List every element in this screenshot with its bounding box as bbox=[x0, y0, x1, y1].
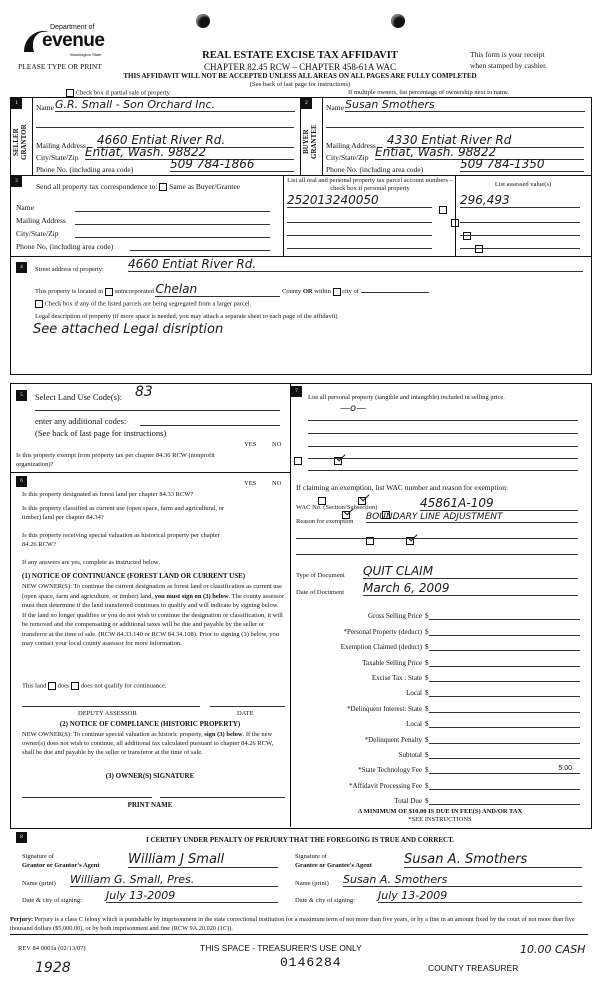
doc-type-label: Type of Document bbox=[296, 572, 345, 579]
buyer-mailing-field[interactable]: 4330 Entiat River Rd bbox=[387, 133, 584, 148]
s3-city-label: City/State/Zip bbox=[16, 229, 59, 238]
personal-property-field[interactable]: —o— bbox=[340, 403, 367, 414]
fee-label: Local bbox=[406, 689, 422, 698]
wac-field[interactable]: 45861A-109 bbox=[420, 496, 578, 511]
fee-value-field[interactable] bbox=[429, 611, 581, 620]
fee-row bbox=[296, 651, 580, 666]
s6-yes: YES bbox=[244, 480, 257, 487]
s3-city-field[interactable] bbox=[75, 237, 270, 238]
grantee-name-field[interactable]: Susan A. Smothers bbox=[343, 873, 582, 887]
fee-value-field[interactable] bbox=[429, 627, 581, 636]
notice-continuance-text bbox=[22, 582, 284, 649]
grantor-name-label: Name (print) bbox=[22, 880, 56, 887]
this-land-label: This land bbox=[22, 682, 47, 690]
grantee-signature[interactable]: Susan A. Smothers bbox=[404, 852, 582, 868]
seller-phone-field[interactable]: 509 784-1866 bbox=[170, 157, 294, 172]
seller-city-field[interactable]: Entiat, Wash. 98822 bbox=[85, 145, 294, 160]
fee-value-field[interactable] bbox=[429, 796, 581, 805]
fee-value-field[interactable] bbox=[429, 781, 581, 790]
partial-sale-checkbox[interactable] bbox=[66, 89, 74, 97]
fee-value-field[interactable] bbox=[429, 688, 581, 697]
unincorporated-label: unincorporated bbox=[114, 288, 154, 295]
buyer-name-line2 bbox=[326, 127, 584, 128]
warning: THIS AFFIDAVIT WILL NOT BE ACCEPTED UNLESS ALL AREAS ON ALL PAGES ARE FULLY COMPLETED bbox=[123, 72, 477, 80]
assessor-date-line[interactable] bbox=[210, 706, 285, 707]
fee-label: Gross Selling Price bbox=[367, 612, 422, 621]
notice2-text-b: . If the new owner(s) does not wish to continue, all additional tax calculated pursuant to chapter 84.26 RCW, shall be due and payable by the seller or transferor at the time of sale. bbox=[22, 731, 274, 756]
grantee-sig-of: Signature of bbox=[295, 853, 327, 860]
seller-name-field[interactable]: G.R. Small - Son Orchard Inc. bbox=[55, 98, 295, 112]
section-2-badge: 2 bbox=[301, 98, 312, 109]
form-revision: REV 84 0001a (02/13/07) bbox=[18, 945, 86, 952]
fee-row bbox=[296, 744, 580, 759]
seller-name-label: Name bbox=[36, 103, 54, 112]
notice2-bold: sign (3) below bbox=[204, 731, 243, 738]
fee-row bbox=[296, 620, 580, 635]
within-label: within bbox=[314, 288, 331, 295]
currency-symbol: $ bbox=[425, 720, 429, 729]
q3-historical: Is this property receiving special valuation as historical property per chapter 84.26 RCW? bbox=[22, 532, 220, 548]
divider bbox=[290, 383, 291, 827]
s5-no: NO bbox=[272, 441, 282, 448]
divider bbox=[32, 97, 33, 175]
grantor-date-field[interactable]: July 13-2009 bbox=[106, 889, 278, 903]
does-label: does bbox=[57, 682, 70, 690]
unincorporated-checkbox[interactable] bbox=[105, 288, 113, 296]
personal-property-line-5[interactable] bbox=[308, 470, 578, 471]
perjury-notice bbox=[10, 915, 588, 935]
qualify-label: qualify for continuance. bbox=[104, 682, 167, 690]
certify-statement: I CERTIFY UNDER PENALTY OF PERJURY THAT THE FOREGOING IS TRUE AND CORRECT. bbox=[145, 836, 454, 844]
does-not-label: does not bbox=[80, 682, 103, 690]
grantee-date-field[interactable]: July 13-2009 bbox=[378, 889, 582, 903]
section-1-badge: 1 bbox=[11, 98, 22, 109]
notice-compliance-title: (2) NOTICE OF COMPLIANCE (HISTORIC PROPERTY) bbox=[59, 720, 241, 728]
currency-symbol: $ bbox=[425, 689, 429, 698]
personal-property-label: List all personal property (tangible and intangible) included in selling price. bbox=[308, 394, 505, 401]
form-chapter: CHAPTER 82.45 RCW – CHAPTER 458-61A WAC bbox=[204, 62, 396, 72]
cash-stamp: 10.00 CASH bbox=[520, 943, 586, 956]
same-as-label: Same as Buyer/Grantee bbox=[169, 182, 240, 191]
fee-label: Subtotal bbox=[398, 750, 422, 759]
please-type: PLEASE TYPE OR PRINT bbox=[18, 62, 102, 71]
notice2-text-a: NEW OWNER(S): To continue special valuation as historic property, bbox=[22, 731, 203, 738]
fee-value-field[interactable] bbox=[429, 642, 581, 651]
punch-hole-right bbox=[391, 14, 405, 28]
s3-phone-field[interactable] bbox=[130, 250, 270, 251]
currency-symbol: $ bbox=[425, 766, 429, 775]
assessed-value-1[interactable]: 296,493 bbox=[460, 193, 580, 208]
currency-symbol: $ bbox=[425, 673, 429, 682]
treasurer-use-only: THIS SPACE - TREASURER'S USE ONLY bbox=[200, 943, 362, 953]
currency-symbol: $ bbox=[425, 797, 429, 806]
grantee-name-label: Name (print) bbox=[295, 880, 329, 887]
fee-row bbox=[296, 728, 580, 743]
fee-row bbox=[296, 713, 580, 728]
currency-symbol: $ bbox=[425, 750, 429, 759]
or-label: OR bbox=[302, 288, 313, 295]
buyer-phone-field[interactable]: 509 784-1350 bbox=[460, 157, 584, 172]
fee-row bbox=[296, 605, 580, 620]
exemption-label: If claiming an exemption, list WAC number and reason for exemption: bbox=[296, 483, 509, 492]
buyer-mailing-label: Mailing Address bbox=[326, 141, 376, 150]
wac-label: WAC No. (Section/Subsection) bbox=[296, 504, 378, 511]
seller-side-label: SELLER GRANTOR bbox=[12, 124, 28, 160]
personal-property-line-4[interactable] bbox=[308, 458, 578, 459]
additional-codes-field[interactable] bbox=[140, 425, 280, 426]
land-use-line bbox=[35, 410, 280, 411]
section-7-badge: 7 bbox=[291, 386, 302, 397]
legal-description-field[interactable]: See attached Legal disription bbox=[33, 322, 224, 337]
partial-sale[interactable] bbox=[66, 89, 170, 97]
punch-hole-left bbox=[196, 14, 210, 28]
parcel-number-2[interactable] bbox=[287, 222, 432, 223]
divider bbox=[322, 97, 323, 175]
buyer-phone-label: Phone No. (including area code) bbox=[326, 165, 424, 174]
send-correspondence bbox=[36, 182, 240, 191]
fee-label: Taxable Selling Price bbox=[362, 658, 422, 667]
currency-symbol: $ bbox=[425, 735, 429, 744]
notice1-bold: you must sign on (3) below bbox=[154, 592, 229, 600]
located-in-label: This property is located in bbox=[35, 288, 104, 295]
buyer-side-label: BUYER GRANTEE bbox=[302, 124, 318, 160]
print-name-label: PRINT NAME bbox=[127, 801, 173, 809]
city-checkbox[interactable] bbox=[333, 288, 341, 296]
personal-property-line-1[interactable] bbox=[308, 420, 578, 421]
section-3-badge: 3 bbox=[11, 176, 22, 187]
s6-no: NO bbox=[272, 480, 282, 487]
currency-symbol: $ bbox=[425, 612, 429, 621]
buyer-city-label: City/State/Zip bbox=[326, 153, 369, 162]
fee-row bbox=[296, 697, 580, 712]
section-5-badge: 5 bbox=[16, 390, 27, 401]
fee-row bbox=[296, 790, 580, 805]
s3-mailing-label: Mailing Address bbox=[16, 216, 66, 225]
fee-label: *State Technology Fee bbox=[358, 766, 422, 775]
currency-symbol: $ bbox=[425, 643, 429, 652]
deputy-assessor-label: DEPUTY ASSESSOR bbox=[78, 710, 137, 717]
q2-current-use: Is this property classified as current use (open space, farm and agricultural, or timber) land per chapter 84.34? bbox=[22, 505, 225, 521]
s3-mailing-field[interactable] bbox=[75, 224, 270, 225]
fee-label: *Delinquent Interest: State bbox=[346, 704, 422, 713]
fee-row bbox=[296, 667, 580, 682]
divider bbox=[455, 175, 456, 256]
reason-label: Reason for exemption bbox=[296, 518, 354, 525]
notice1-text-b: . The county assessor must then determine if the land transferred continues to qualify and will indicate by signing below. If the land no longer qualifies or you do not wish to continue the designation or classification, it will be removed and the compensating or additional taxes will be due and payable by the seller or transferor at the time of sale. (RCW 84.33.140 or RCW 84.34.108). Prior to signing (3) below, you may contact your local county assessor for more information. bbox=[22, 592, 284, 647]
s3-name-field[interactable] bbox=[75, 211, 270, 212]
county-treasurer: COUNTY TREASURER bbox=[428, 963, 519, 973]
grantor-agent-label: Grantor or Grantor's Agent bbox=[22, 862, 100, 869]
fee-row bbox=[296, 759, 580, 774]
receipt-number: 0146284 bbox=[280, 955, 342, 970]
currency-symbol: $ bbox=[425, 658, 429, 667]
fee-value-field[interactable] bbox=[429, 673, 581, 682]
doc-date-field[interactable]: March 6, 2009 bbox=[363, 581, 578, 596]
grantor-sig-of: Signature of bbox=[22, 853, 54, 860]
buyer-name-field[interactable]: Susan Smothers bbox=[345, 98, 585, 112]
county-field[interactable]: Chelan bbox=[155, 282, 280, 297]
form-title: REAL ESTATE EXCISE TAX AFFIDAVIT bbox=[202, 50, 398, 61]
seller-name-line2 bbox=[36, 127, 294, 128]
fee-value-field[interactable] bbox=[429, 750, 581, 759]
send-label: Send all property tax correspondence to: bbox=[36, 182, 158, 191]
fee-value-field[interactable] bbox=[429, 704, 581, 713]
segregated-row bbox=[35, 300, 251, 308]
fee-value-field[interactable] bbox=[429, 719, 581, 728]
handwritten-number: 1928 bbox=[35, 960, 71, 976]
located-in-row bbox=[35, 282, 429, 297]
currency-symbol: $ bbox=[425, 704, 429, 713]
fee-label: *Personal Property (deduct) bbox=[343, 627, 422, 636]
receipt-line1: This form is your receipt bbox=[470, 50, 545, 59]
seller-mailing-label: Mailing Address bbox=[36, 141, 86, 150]
assessed-value-3[interactable] bbox=[460, 235, 580, 236]
perjury-label: Perjury: bbox=[10, 916, 34, 923]
date-label: DATE bbox=[237, 710, 254, 717]
assessed-header: List assessed value(s) bbox=[494, 181, 552, 188]
reason-field[interactable]: BOUNDARY LINE ADJUSTMENT bbox=[366, 512, 578, 523]
assessed-value-2[interactable] bbox=[460, 222, 580, 223]
continuance-row bbox=[22, 682, 167, 690]
grantee-date-label: Date & city of signing: bbox=[295, 897, 355, 904]
receipt-line2: when stamped by cashier. bbox=[470, 61, 548, 70]
section-6-badge: 6 bbox=[16, 476, 27, 487]
street-address-field[interactable]: 4660 Entiat River Rd. bbox=[128, 257, 583, 272]
notice-compliance-text bbox=[22, 730, 284, 757]
exempt-question: Is this property exempt from property tax per chapter 84.36 RCW (nonprofit organization)? bbox=[16, 452, 215, 468]
see-instructions: *SEE INSTRUCTIONS bbox=[408, 816, 472, 823]
section-4-badge: 4 bbox=[16, 262, 27, 273]
land-use-label: Select Land Use Code(s): bbox=[35, 392, 123, 402]
fee-label: Excise Tax : State bbox=[371, 673, 422, 682]
reason-line-3[interactable] bbox=[296, 554, 578, 555]
fee-label: Exemption Claimed (deduct) bbox=[340, 643, 422, 652]
does-not-checkbox[interactable] bbox=[71, 682, 79, 690]
logo-line2: evenue bbox=[42, 30, 105, 51]
divider bbox=[283, 175, 284, 256]
s3-name-label: Name bbox=[16, 203, 34, 212]
assessed-value-4[interactable] bbox=[460, 248, 580, 249]
same-as-buyer-checkbox[interactable] bbox=[159, 183, 167, 191]
section-8-badge: 8 bbox=[16, 832, 27, 843]
doc-type-field[interactable]: QUIT CLAIM bbox=[363, 564, 578, 579]
multiple-owners: If multiple owners, list percentage of ownership next to name. bbox=[348, 89, 510, 96]
fee-value-field[interactable] bbox=[429, 735, 581, 744]
divider bbox=[10, 175, 591, 176]
segregated-checkbox[interactable] bbox=[35, 300, 43, 308]
parcel-number-4[interactable] bbox=[287, 248, 432, 249]
deputy-assessor-line[interactable] bbox=[22, 706, 200, 707]
does-checkbox[interactable] bbox=[48, 682, 56, 690]
fee-label: Local bbox=[406, 720, 422, 729]
divider bbox=[10, 472, 290, 473]
notice1-text-a: NEW OWNER(S): To continue the current designation as forest land or classification as current use (open space, farm and agriculture, or timber) land, bbox=[22, 583, 282, 600]
if-yes-note: If any answers are yes, complete as instructed below. bbox=[22, 559, 160, 566]
s3-phone-label: Phone No. (including area code) bbox=[16, 242, 114, 251]
land-use-field[interactable]: 83 bbox=[135, 384, 153, 400]
grantor-signature[interactable]: William J Small bbox=[128, 852, 278, 868]
grantor-name-field[interactable]: William G. Small, Pres. bbox=[70, 873, 278, 887]
personal-property-line-2[interactable] bbox=[308, 433, 578, 434]
owner-signature-line[interactable] bbox=[22, 797, 152, 798]
county-label: County bbox=[282, 288, 302, 295]
parcel-number-3[interactable] bbox=[287, 235, 432, 236]
parcel-number-1[interactable]: 252013240050 bbox=[287, 193, 432, 208]
personal-property-checkbox-4[interactable] bbox=[475, 245, 483, 253]
exempt-yes-checkbox[interactable] bbox=[294, 457, 302, 465]
partial-sale-label: Check box if partial sale of property bbox=[75, 89, 170, 97]
grantee-agent-label: Grantee or Grantee's Agent bbox=[295, 862, 372, 869]
s5-see-back: (See back of last page for instructions) bbox=[35, 428, 167, 438]
buyer-name-label: Name bbox=[326, 103, 344, 112]
personal-property-checkbox-2[interactable] bbox=[451, 219, 459, 227]
segregated-label: Check box if any of the listed parcels are being segregated from a larger parcel. bbox=[44, 300, 252, 308]
fee-row bbox=[296, 682, 580, 697]
currency-symbol: $ bbox=[425, 781, 429, 790]
city-of-label: city of bbox=[342, 288, 359, 295]
parcel-header: List all real and personal property tax parcel account numbers – check box if personal property bbox=[287, 177, 453, 192]
fee-table bbox=[296, 605, 580, 805]
personal-property-checkbox-1[interactable] bbox=[439, 206, 447, 214]
minimum-due: A MINIMUM OF $10.00 IS DUE IN FEE(S) AND/OR TAX bbox=[357, 808, 523, 815]
grantor-date-label: Date & city of signing: bbox=[22, 897, 82, 904]
owner-signature-label: (3) OWNER(S) SIGNATURE bbox=[105, 772, 195, 780]
q1-forest-land: Is this property designated as forest land per chapter 84.33 RCW? bbox=[22, 491, 194, 498]
fee-value-field[interactable]: 5.00 bbox=[429, 765, 581, 774]
fee-label: Total Due bbox=[394, 797, 422, 806]
seller-phone-label: Phone No. (including area code) bbox=[36, 165, 134, 174]
logo-line1: Department of bbox=[50, 24, 95, 31]
fee-value-field[interactable] bbox=[429, 658, 581, 667]
fee-label: *Affidavit Processing Fee bbox=[349, 781, 422, 790]
perjury-text: Perjury is a class C felony which is punishable by imprisonment in the state correctional institution for a maximum term of not more than five years, or by a fine in an amount fixed by the court of not more than five thousand dollars ($5,000.00), or by both imprisonment and fine (RCW 9A.20.020 (1C)). bbox=[10, 916, 575, 932]
fee-label: *Delinquent Penalty bbox=[364, 735, 422, 744]
fee-row bbox=[296, 636, 580, 651]
fee-row bbox=[296, 774, 580, 789]
logo-line3: Washington State bbox=[70, 52, 102, 57]
reason-line-2[interactable] bbox=[296, 538, 578, 539]
additional-codes-label: enter any additional codes: bbox=[35, 416, 127, 426]
personal-property-checkbox-3[interactable] bbox=[463, 232, 471, 240]
seller-city-label: City/State/Zip bbox=[36, 153, 79, 162]
doc-date-label: Date of Document bbox=[296, 589, 345, 596]
notice-continuance-title: (1) NOTICE OF CONTINUANCE (FOREST LAND OR CURRENT USE) bbox=[22, 572, 246, 580]
s5-yes: YES bbox=[244, 441, 257, 448]
currency-symbol: $ bbox=[425, 627, 429, 636]
see-back: (See back of last page for instructions) bbox=[249, 81, 351, 88]
buyer-city-field[interactable]: Entiat, Wash. 98822 bbox=[375, 145, 584, 160]
personal-property-line-3[interactable] bbox=[308, 446, 578, 447]
seller-mailing-field[interactable]: 4660 Entiat River Rd. bbox=[97, 133, 294, 148]
owner-print-line[interactable] bbox=[160, 797, 285, 798]
city-field[interactable] bbox=[361, 292, 429, 293]
street-label: Street address of property: bbox=[35, 266, 104, 273]
legal-label: Legal description of property (if more space is needed, you may attach a separate sheet to each page of the affidavit) bbox=[35, 313, 338, 320]
